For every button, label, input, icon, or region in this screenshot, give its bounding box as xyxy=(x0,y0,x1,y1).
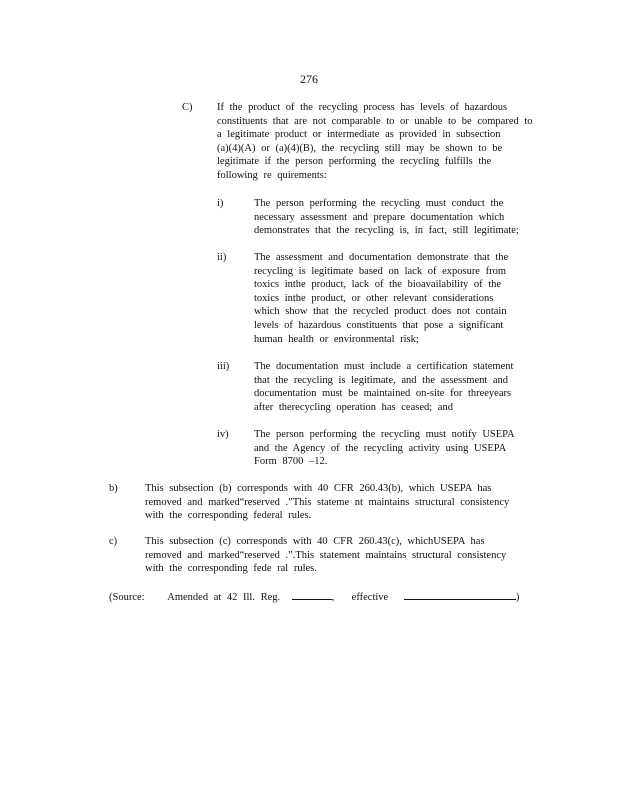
subitem-iii-line: documentation must be maintained on-site for threeyears xyxy=(254,388,512,400)
subitem-i-line: necessary assessment and prepare documentation which xyxy=(254,211,505,223)
item-c-line: constituents that are not comparable to or unable to be compared to xyxy=(217,115,533,127)
item-c-line: If the product of the recycling process has levels of hazardous xyxy=(217,102,508,113)
subitem-ii-line: human health or environmental risk; xyxy=(254,333,419,345)
subitem-iv-line: The person performing the recycling must notify USEPA xyxy=(254,429,515,440)
item-c2-line: This subsection (c) corresponds with 40 CFR 260.43(c), whichUSEPA has xyxy=(145,536,485,547)
subitem-iii-label: iii) xyxy=(217,361,230,372)
item-c-line: following re quirements: xyxy=(217,169,327,181)
subitem-iv-line: and the Agency of the recycling activity using USEPA xyxy=(254,442,507,454)
item-c-line: a legitimate product or intermediate as provided in subsection xyxy=(217,129,501,141)
subitem-ii-line: toxics inthe product, lack of the bioavailability of the xyxy=(254,279,502,291)
subitem-ii-line: The assessment and documentation demonstrate that the xyxy=(254,252,509,263)
subitem-ii-line: levels of hazardous constituents that pose a significant xyxy=(254,319,504,331)
subitem-ii-line: which show that the recycled product does not contain xyxy=(254,306,507,318)
subitem-i-line: demonstrates that the recycling is, in fact, still legitimate; xyxy=(254,225,519,237)
source-open: (Source: xyxy=(109,592,145,603)
subitem-ii-line: toxics inthe product, or other relevant considerations xyxy=(254,292,494,304)
source-note xyxy=(109,588,569,605)
subitem-i-text xyxy=(254,197,544,238)
item-c2-line: removed and marked“reserved .”.This statement maintains structural consistency xyxy=(145,549,507,561)
source-comma: , xyxy=(331,592,335,603)
item-c-label: C) xyxy=(182,102,193,113)
page-number: 276 xyxy=(300,72,318,86)
effective-date-blank xyxy=(404,588,516,600)
item-b-line: with the corresponding federal rules. xyxy=(145,510,312,522)
item-c-line: legitimate if the person performing the recycling fulfills the xyxy=(217,156,492,168)
subitem-ii-line: recycling is legitimate based on lack of exposure from xyxy=(254,265,507,277)
subitem-iii-line: that the recycling is legitimate, and the assessment and xyxy=(254,374,509,386)
subitem-iii-line: The documentation must include a certification statement xyxy=(254,361,514,372)
subitem-iii-text xyxy=(254,360,544,414)
subitem-i-line: The person performing the recycling must conduct the xyxy=(254,198,504,209)
subitem-ii-label: ii) xyxy=(217,252,227,263)
subitem-iv-text xyxy=(254,428,544,469)
item-b-label: b) xyxy=(109,483,118,494)
subitem-iii-line: after therecycling operation has ceased; and xyxy=(254,401,453,413)
item-c2-line: with the corresponding fede ral rules. xyxy=(145,563,317,575)
source-effective: effective xyxy=(351,592,389,603)
subitem-iv-line: Form 8700 –12. xyxy=(254,456,328,468)
source-amended: Amended at 42 Ill. Reg. xyxy=(167,592,281,603)
subitem-i-label: i) xyxy=(217,198,224,209)
item-b-line: removed and marked“reserved .”This stateme nt maintains structural consistency xyxy=(145,496,510,508)
subitem-ii-text xyxy=(254,251,544,346)
item-c2-text xyxy=(145,535,565,576)
register-blank xyxy=(292,588,332,600)
item-c2-label: c) xyxy=(109,536,118,547)
subitem-iv-label: iv) xyxy=(217,429,229,440)
item-c-line: (a)(4)(A) or (a)(4)(B), the recycling still may be shown to be xyxy=(217,142,503,154)
item-c-text xyxy=(217,101,557,183)
item-b-text xyxy=(145,482,565,523)
source-close: ) xyxy=(515,592,520,603)
item-b-line: This subsection (b) corresponds with 40 CFR 260.43(b), which USEPA has xyxy=(145,483,492,494)
